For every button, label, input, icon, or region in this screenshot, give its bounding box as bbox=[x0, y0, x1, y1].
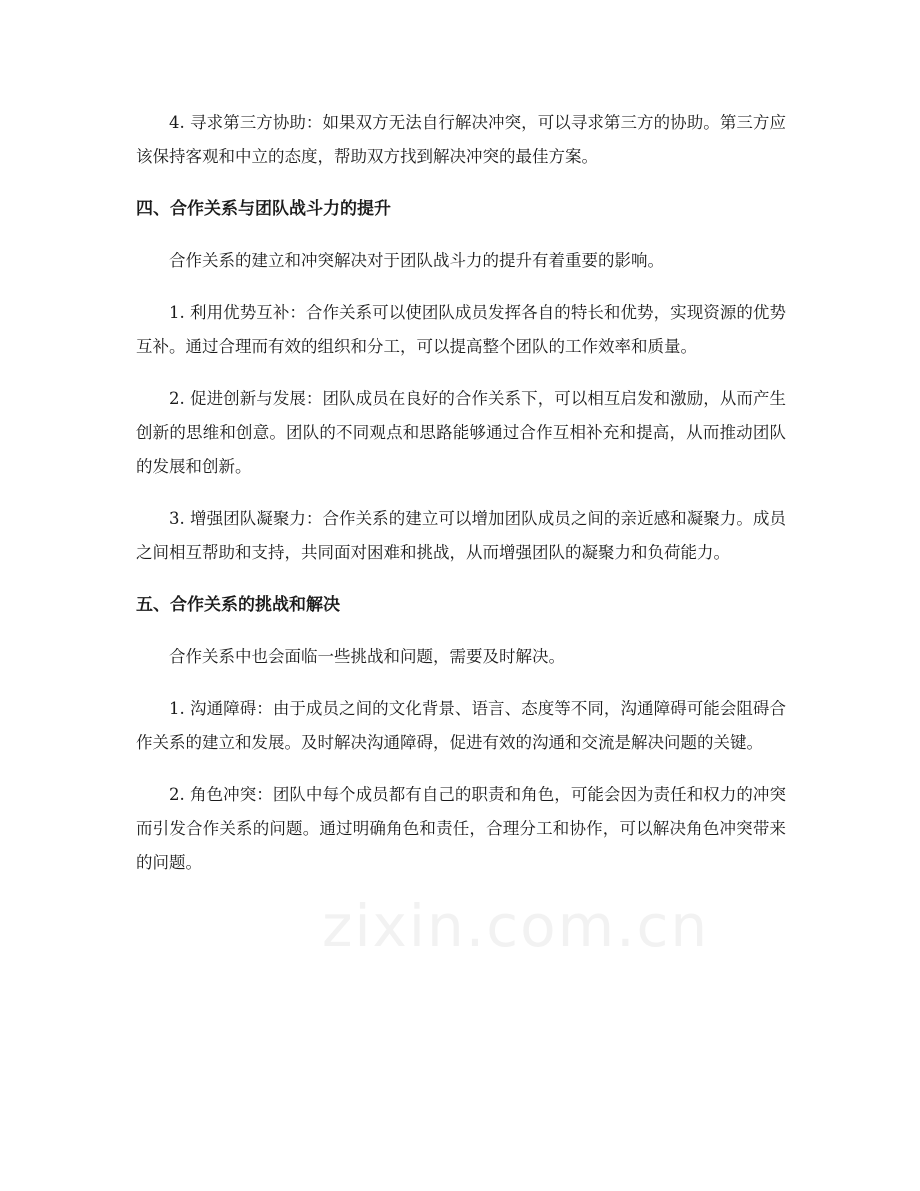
section-heading-5: 五、合作关系的挑战和解决 bbox=[136, 595, 340, 615]
paragraph-third-party: 4. 寻求第三方协助：如果双方无法自行解决冲突，可以寻求第三方的协助。第三方应该保持客观和中立的态度，帮助双方找到解决冲突的最佳方案。 bbox=[136, 113, 786, 166]
section4-intro: 合作关系的建立和冲突解决对于团队战斗力的提升有着重要的影响。 bbox=[169, 251, 664, 270]
paragraph-cohesion: 3. 增强团队凝聚力：合作关系的建立可以增加团队成员之间的亲近感和凝聚力。成员之间相互帮助和支持，共同面对困难和挑战，从而增强团队的凝聚力和负荷能力。 bbox=[136, 509, 786, 562]
paragraph-complementary-advantages: 1. 利用优势互补：合作关系可以使团队成员发挥各自的特长和优势，实现资源的优势互补。通过合理而有效的组织和分工，可以提高整个团队的工作效率和质量。 bbox=[136, 303, 786, 356]
section-heading-4: 四、合作关系与团队战斗力的提升 bbox=[136, 199, 391, 219]
paragraph-communication-barrier: 1. 沟通障碍：由于成员之间的文化背景、语言、态度等不同，沟通障碍可能会阻碍合作关系的建立和发展。及时解决沟通障碍，促进有效的沟通和交流是解决问题的关键。 bbox=[136, 699, 786, 752]
paragraph-role-conflict: 2. 角色冲突：团队中每个成员都有自己的职责和角色，可能会因为责任和权力的冲突而引发合作关系的问题。通过明确角色和责任，合理分工和协作，可以解决角色冲突带来的问题。 bbox=[136, 785, 786, 872]
paragraph-innovation: 2. 促进创新与发展：团队成员在良好的合作关系下，可以相互启发和激励，从而产生创新的思维和创意。团队的不同观点和思路能够通过合作互相补充和提高，从而推动团队的发展和创新。 bbox=[136, 389, 786, 476]
watermark: zixin.com.cn bbox=[322, 892, 710, 960]
document-body bbox=[136, 106, 786, 898]
section5-intro: 合作关系中也会面临一些挑战和问题，需要及时解决。 bbox=[169, 647, 565, 666]
